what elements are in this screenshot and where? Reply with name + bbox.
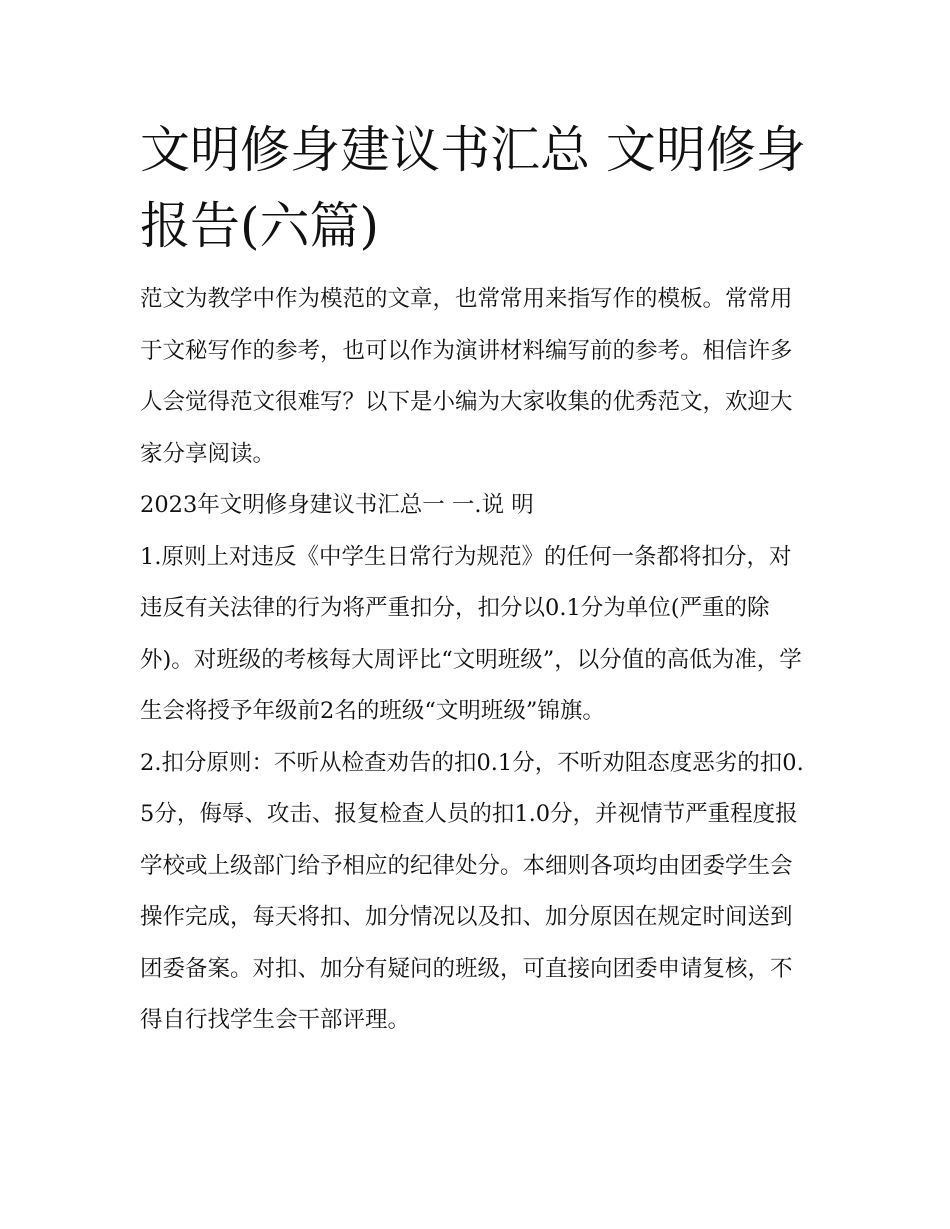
rule-item-2: 2.扣分原则：不听从检查劝告的扣0.1分，不听劝阻态度恶劣的扣0.5分，侮辱、攻击、报复检查人员的扣1.0分，并视情节严重程度报学校或上级部门给予相应的纪律处分。本细则各项均由团委学生会操作完成，每天将扣、加分情况以及扣、加分原因在规定时间送到团委备案。对扣、加分有疑问的班级，可直接向团委申请复核，不得自行找学生会干部评理。 bbox=[140, 749, 804, 1033]
document-page bbox=[140, 112, 812, 1047]
document-title: 文明修身建议书汇总 文明修身报告(六篇) bbox=[140, 121, 806, 255]
rule-item-1: 1.原则上对违反《中学生日常行为规范》的任何一条都将扣分，对违反有关法律的行为将严重扣分，扣分以0.1分为单位(严重的除外)。对班级的考核每大周评比“文明班级”，以分值的高低为准，学生会将授予年级前2名的班级“文明班级”锦旗。 bbox=[140, 543, 802, 724]
section-heading: 2023年文明修身建议书汇总一 一.说 明 bbox=[140, 492, 534, 518]
intro-paragraph: 范文为教学中作为模范的文章，也常常用来指写作的模板。常常用于文秘写作的参考，也可以作为演讲材料编写前的参考。相信许多人会觉得范文很难写？以下是小编为大家收集的优秀范文，欢迎大家分享阅读。 bbox=[140, 286, 793, 467]
